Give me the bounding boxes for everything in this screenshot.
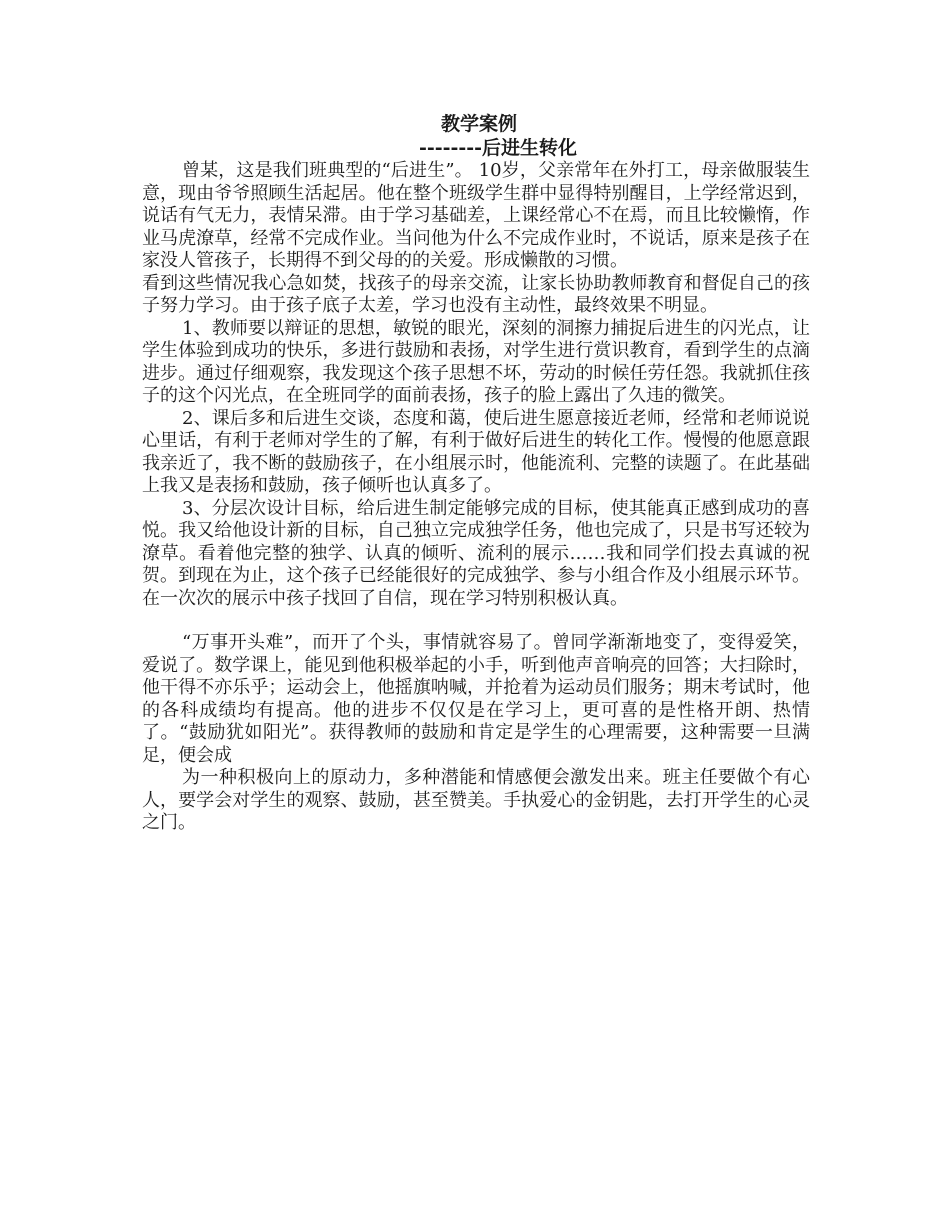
- paragraph-spacer: [142, 610, 810, 632]
- document-page: [142, 112, 810, 835]
- paragraph-method-1: 1、教师要以辩证的思想，敏锐的眼光，深刻的洞擦力捕捉后进生的闪光点，让学生体验到成功的快乐，多进行鼓励和表扬，对学生进行赏识教育，看到学生的点滴进步。通过仔细观察，我发现这个孩子思想不坏，劳动的时候任劳任怨。我就抓住孩子的这个闪光点，在全班同学的面前表扬，孩子的脸上露出了久违的微笑。: [142, 317, 810, 406]
- paragraph-conclusion: 为一种积极向上的原动力，多种潜能和情感便会激发出来。班主任要做个有心人，要学会对学生的观察、鼓励，甚至赞美。手执爱心的金钥匙，去打开学生的心灵之门。: [142, 767, 810, 833]
- document-title: 教学案例: [440, 113, 517, 135]
- document-subtitle: --------后进生转化: [418, 137, 578, 159]
- paragraph-result: “万事开头难”，而开了个头，事情就容易了。曾同学渐渐地变了，变得爱笑，爱说了。数学课上，能见到他积极举起的小手，听到他声音响亮的回答；大扫除时，他干得不亦乐乎；运动会上，他摇旗呐喊，并抢着为运动员们服务；期末考试时，他的各科成绩均有提高。他的进步不仅仅是在学习上，更可喜的是性格开朗、热情了。“鼓励犹如阳光”。获得教师的鼓励和肯定是学生的心理需要，这种需要一旦满足，便会成: [142, 632, 810, 766]
- paragraph-method-2: 2、课后多和后进生交谈，态度和蔼，使后进生愿意接近老师，经常和老师说说心里话，有利于老师对学生的了解，有利于做好后进生的转化工作。慢慢的他愿意跟我亲近了，我不断的鼓励孩子，在小组展示时，他能流利、完整的读题了。在此基础上我又是表扬和鼓励，孩子倾听也认真多了。: [142, 407, 810, 496]
- paragraph-parent-contact: 看到这些情况我心急如焚，找孩子的母亲交流，让家长协助教师教育和督促自己的孩子努力学习。由于孩子底子太差，学习也没有主动性，最终效果不明显。: [142, 272, 810, 316]
- paragraph-method-3: 3、分层次设计目标，给后进生制定能够完成的目标，使其能真正感到成功的喜悦。我又给他设计新的目标，自己独立完成独学任务，他也完成了，只是书写还较为潦草。看着他完整的独学、认真的倾听、流利的展示……我和同学们投去真诚的祝贺。到现在为止，这个孩子已经能很好的完成独学、参与小组合作及小组展示环节。在一次次的展示中孩子找回了自信，现在学习特别积极认真。: [142, 497, 810, 609]
- paragraph-intro: 曾某，这是我们班典型的“后进生”。 10岁，父亲常年在外打工，母亲做服装生意，现由爷爷照顾生活起居。他在整个班级学生群中显得特别醒目，上学经常迟到，说话有气无力，表情呆滞。由于学习基础差，上课经常心不在焉，而且比较懒惰，作业马虎潦草，经常不完成作业。当问他为什么不完成作业时，不说话，原来是孩子在家没人管孩子，长期得不到父母的的关爱。形成懒散的习惯。: [142, 160, 810, 271]
